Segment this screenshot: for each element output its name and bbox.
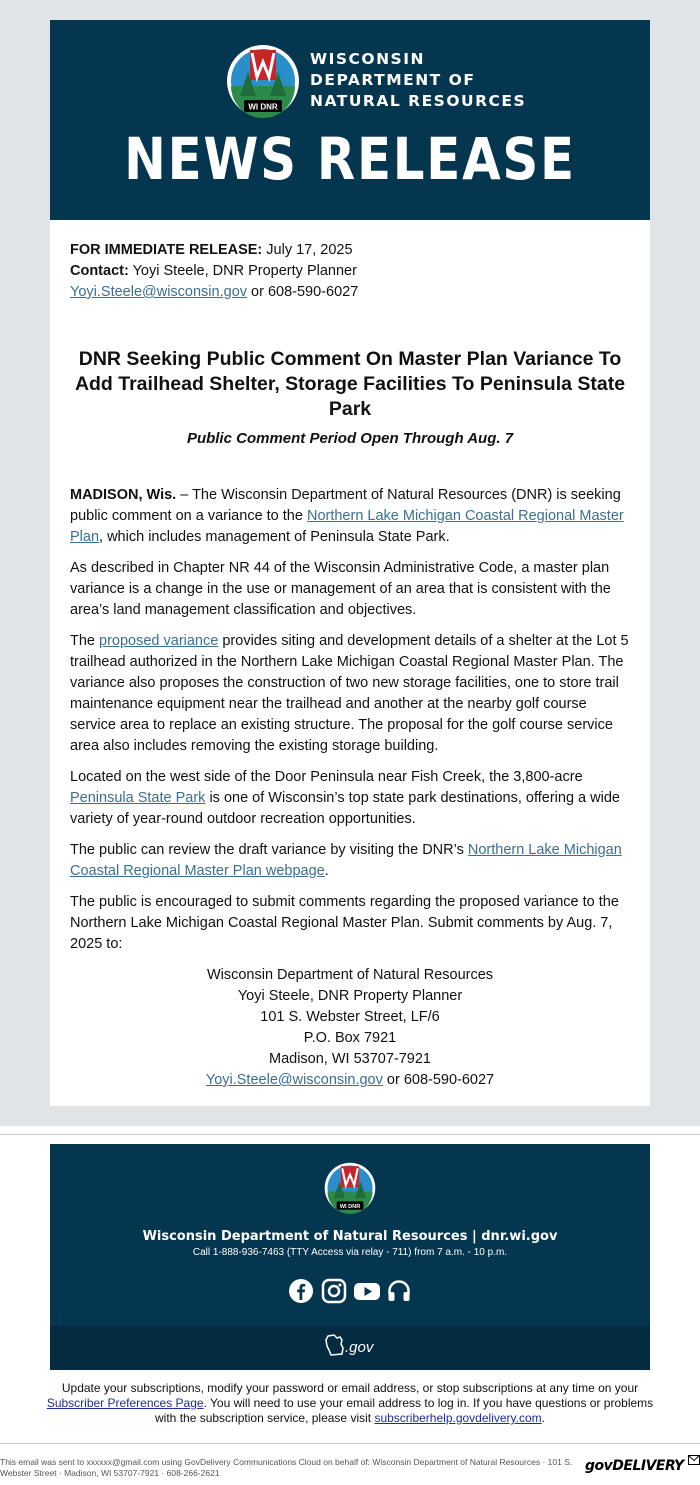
footer-phone-line: Call 1-888-936-7463 (TTY Access via relay - 711) from 7 a.m. - 10 p.m.: [192, 1247, 508, 1258]
contact-email-link[interactable]: Yoyi.Steele@wisconsin.gov: [70, 284, 248, 300]
article-title: DNR Seeking Public Comment On Master Plan Variance To Add Trailhead Shelter, Storage Facilities To Peninsula State Park: [74, 348, 626, 420]
peninsula-state-park-link[interactable]: Peninsula State Park: [70, 790, 206, 806]
divider: [0, 1134, 700, 1135]
instagram-icon[interactable]: [321, 1278, 347, 1304]
logo-text: WI DNR: [248, 102, 278, 112]
paragraph-text: The: [70, 633, 100, 649]
address-email-link[interactable]: Yoyi.Steele@wisconsin.gov: [205, 1072, 383, 1088]
contact-name: Yoyi Steele, DNR Property Planner: [132, 263, 357, 279]
paragraph-text: Located on the west side of the Door Peninsula near Fish Creek, the 3,800-acre: [70, 769, 583, 785]
notice-text: . You will need to use your email address to log in. If you have questions or problems with the subscription service, please visit: [155, 1396, 654, 1425]
release-meta: [70, 240, 630, 303]
youtube-icon[interactable]: [353, 1278, 379, 1304]
address-line: 101 S. Webster Street, LF/6: [260, 1009, 440, 1025]
footer-gov-bar: [50, 1326, 650, 1370]
article-subtitle: Public Comment Period Open Through Aug. 7: [186, 430, 514, 447]
footer-banner: [50, 1144, 650, 1370]
master-plan-webpage-link[interactable]: Northern Lake Michigan Coastal Regional Master Plan webpage: [70, 842, 622, 879]
footer-logo-text: WI DNR: [339, 1204, 361, 1211]
envelope-icon: [688, 1452, 700, 1470]
paragraph: [70, 767, 630, 830]
social-links: [288, 1278, 412, 1304]
dateline: MADISON, Wis.: [70, 487, 177, 503]
address-line: Wisconsin Department of Natural Resources: [206, 967, 494, 983]
facebook-icon[interactable]: [288, 1278, 314, 1304]
paragraph-text: is one of Wisconsin’s top state park destinations, offering a wide variety of year-round outdoor recreation opportunities.: [70, 790, 620, 827]
podcast-icon[interactable]: [386, 1278, 412, 1304]
wisconsin-gov-logo: [325, 1334, 373, 1356]
master-plan-link[interactable]: Northern Lake Michigan Coastal Regional Master Plan: [70, 508, 624, 545]
address-line: P.O. Box 7921: [303, 1030, 397, 1046]
legal-footer: This email was sent to xxxxxx@gmail.com using GovDelivery Communications Cloud on behalf of: Wisconsin Department of Natural Resources · 101 S. Webster Street · Madison, WI 53707-7921 · 608-266-2621: [0, 1457, 573, 1478]
footer-org-line: Wisconsin Department of Natural Resources | dnr.wi.gov: [142, 1229, 558, 1244]
address-line: Madison, WI 53707-7921: [268, 1051, 431, 1067]
paragraph-text: – The Wisconsin Department of Natural Resources (DNR) is seeking public comment on a variance to the: [70, 487, 621, 524]
paragraph: [70, 631, 630, 757]
agency-name: [310, 49, 526, 112]
subscription-notice: [40, 1381, 660, 1426]
agency-line: DEPARTMENT OF: [310, 71, 476, 89]
paragraph: The public is encouraged to submit comments regarding the proposed variance to the Northern Lake Michigan Coastal Regional Master Plan. Submit comments by Aug. 7, 2025 to:: [70, 894, 619, 952]
footer-dnr-logo: [324, 1162, 376, 1219]
news-release-card: [50, 20, 650, 1106]
header-banner: [50, 20, 650, 220]
contact-phone: or 608-590-6027: [251, 284, 359, 300]
address-line: Yoyi Steele, DNR Property Planner: [237, 988, 463, 1004]
headline: NEWS RELEASE: [124, 125, 576, 193]
release-date: July 17, 2025: [266, 242, 353, 258]
contact-label: Contact:: [70, 263, 129, 279]
release-label: FOR IMMEDIATE RELEASE:: [70, 242, 263, 258]
divider: [0, 1443, 700, 1444]
dnr-logo: [226, 44, 300, 123]
paragraph: As described in Chapter NR 44 of the Wisconsin Administrative Code, a master plan variance is a change in the use or management of an area that is consistent with the area’s land management classification and objectives.: [70, 560, 611, 618]
govdelivery-logo: govDELIVERY: [585, 1458, 684, 1474]
paragraph: [70, 485, 630, 548]
mailing-address: [70, 965, 630, 1091]
paragraph: [70, 840, 630, 882]
paragraph-text: .: [324, 863, 329, 879]
address-phone: or 608-590-6027: [382, 1072, 495, 1088]
notice-text: .: [541, 1411, 545, 1425]
gov-label: .gov: [345, 1339, 374, 1356]
subscriber-preferences-link[interactable]: Subscriber Preferences Page: [46, 1396, 204, 1410]
wisconsin-map-icon: [325, 1334, 345, 1356]
paragraph-text: , which includes management of Peninsula State Park.: [99, 529, 450, 545]
proposed-variance-link[interactable]: proposed variance: [99, 633, 219, 649]
subscriber-help-link[interactable]: subscriberhelp.govdelivery.com: [374, 1411, 542, 1425]
agency-line: WISCONSIN: [310, 50, 425, 68]
paragraph-text: provides siting and development details of a shelter at the Lot 5 trailhead authorized in the Northern Lake Michigan Coastal Regional Master Plan. The variance also proposes the construction of two new storage facilities, one to store trail maintenance equipment near the trailhead and another at the nearby golf course service area to replace an existing structure. The proposal for the golf course service area also includes removing the existing storage building.: [70, 633, 629, 754]
paragraph-text: The public can review the draft variance by visiting the DNR’s: [70, 842, 468, 858]
notice-text: Update your subscriptions, modify your password or email address, or stop subscriptions at any time on your: [61, 1381, 639, 1395]
article-body: [70, 485, 630, 1091]
article-content: [70, 240, 630, 1091]
agency-line: NATURAL RESOURCES: [310, 92, 527, 110]
